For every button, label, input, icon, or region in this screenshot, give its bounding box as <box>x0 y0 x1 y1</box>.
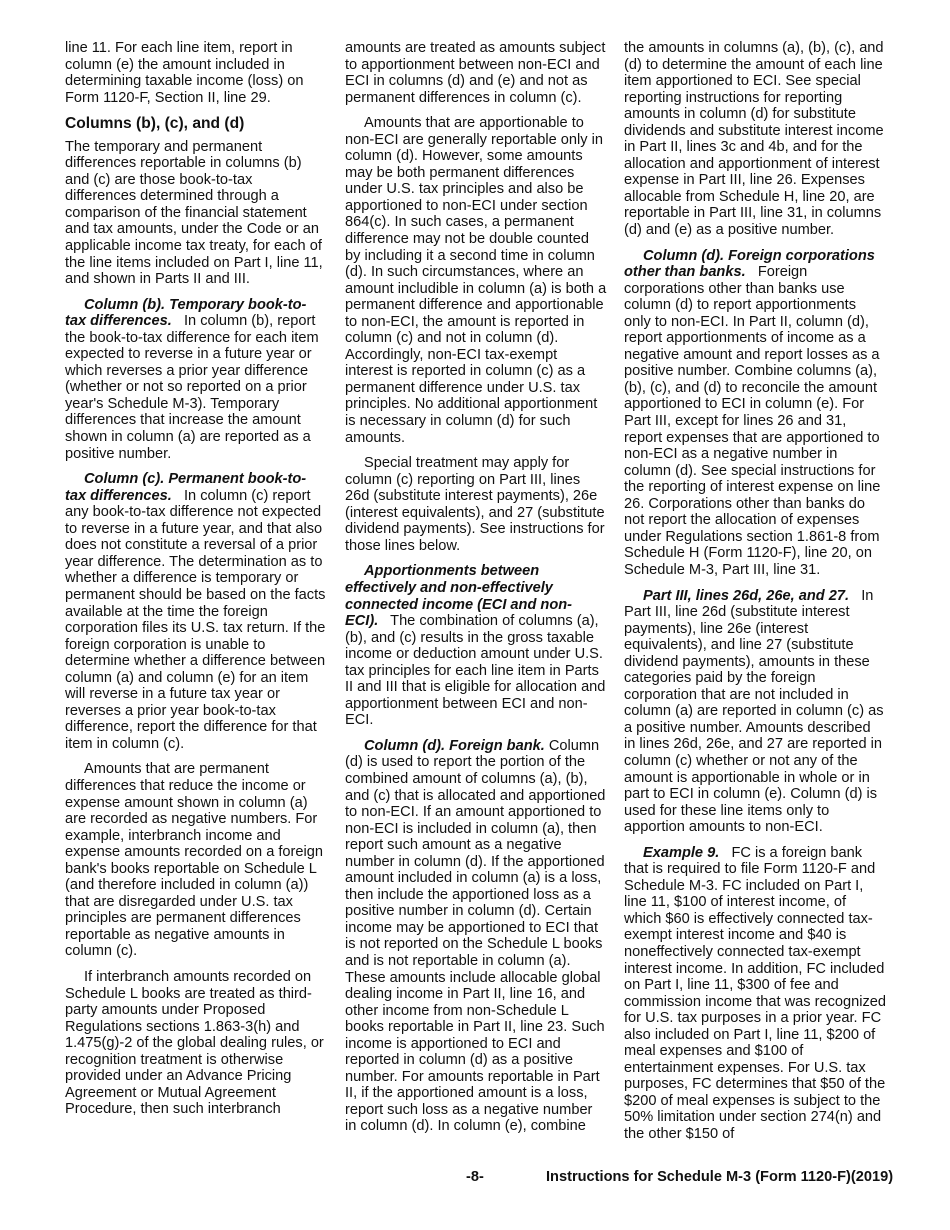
paragraph: The temporary and permanent differences reportable in columns (b) and (c) are those book-to-tax differences determined through a comparison of the financial statement and tax amounts, under the Code or an applicable income tax treaty, for each of the line items included on Part I, line 11, and shown in Parts II and III. <box>65 138 323 288</box>
paragraph: amounts are treated as amounts subject to apportionment between non-ECI and ECI in columns (d) and (e) and not as permanent differences in column (c). <box>345 40 606 106</box>
paragraph <box>65 297 327 462</box>
section-heading-columns-bcd: Columns (b), (c), and (d) <box>65 115 245 133</box>
run-in-heading-column-d-foreign-corporations: Column (d). Foreign corporations other than banks. <box>624 247 875 281</box>
page-number: -8- <box>466 1169 484 1185</box>
paragraph: Special treatment may apply for column (c) reporting on Part III, lines 26d (substitute interest payments), 26e (interest equivalents), and 27 (substitute dividend payments). See instructions for those lines below. <box>345 455 605 554</box>
paragraph <box>624 588 886 836</box>
paragraph: If interbranch amounts recorded on Schedule L books are treated as third-party amounts under Proposed Regulations sections 1.863-3(h) and 1.475(g)-2 of the global dealing rules, or recognition treatment is otherwise provided under an Advance Pricing Agreement or Mutual Agreement Procedure, then such interbranch <box>65 968 324 1118</box>
paragraph-text: FC is a foreign bank that is required to file Form 1120-F and Schedule M-3. FC included on Part I, line 11, $100 of interest income, of which $60 is effectively connected tax-exempt interest income and $40 is noneffectively connected tax-exempt interest income. In addition, FC included on Part I, line 11, $300 of fee and commission income that was recognized for U.S. tax purposes in a prior year. FC also included on Part I, line 11, $200 of meal expenses and $100 of entertainment expenses. For U.S. tax purposes, FC determines that $50 of the $200 of meal expenses is subject to the 50% limitation under section 274(n) and the other $150 of <box>624 844 886 1142</box>
paragraph-text: Column (d) is used to report the portion of the combined amount of columns (a), (b), and (c) that is allocated and apportioned to non-ECI. If an amount apportioned to non-ECI is included in column (a), then report such amount as a negative number in column (d). If the apportioned amount included in column (a) is a loss, then include the apportioned loss as a positive number in column (d). Certain income may be apportioned to ECI that is not reported on the Schedule L books and is not reportable in column (a). These amounts include allocable global dealing income in Part II, line 16, and other income from non-Schedule L books reportable in Part II, line 23. Such income is apportioned to ECI and reported in column (d) as a positive number. For amounts reportable in Part II, if the apportioned amount is a loss, report such loss as a negative number in column (d). In column (e), combine <box>345 737 606 1135</box>
paragraph: the amounts in columns (a), (b), (c), and (d) to determine the amount of each line item apportioned to ECI. See special reporting instructions for reporting amounts in column (d) for substitute dividends and substitute interest income in Part II, lines 3c and 4b, and for the allocation and apportionment of interest expense in Part III, line 26. Expenses allocable from Schedule H, line 20, are reportable in Part III, line 31, in columns (d) and (e) as a positive number. <box>624 40 884 239</box>
paragraph <box>345 563 607 728</box>
run-in-heading-column-c: Column (c). Permanent book-to-tax differences. <box>65 471 307 504</box>
paragraph <box>624 845 886 1143</box>
paragraph-text: In column (c) report any book-to-tax difference not expected to reverse in a future year, and that also does not constitute a reversal of a prior year difference. The determination as to whether a difference is temporary or permanent should be based on the facts available at the time the foreign corporation files its U.S. tax return. If the foreign corporation is unable to determine whether a difference between column (a) and column (e) for an item will reverse in a future tax year or reverses a prior year book-to-tax difference, report the difference for that item in column (c). <box>65 487 326 752</box>
paragraph: Amounts that are permanent differences that reduce the income or expense amount shown in column (a) are recorded as negative numbers. For example, interbranch income and expense amounts recorded on a foreign bank's books reportable on Schedule L (and therefore included in column (a)) that are disregarded under U.S. tax principles are permanent differences reportable as negative amounts in column (c). <box>65 761 323 960</box>
paragraph <box>65 471 327 752</box>
paragraph-text: Foreign corporations other than banks use column (d) to report apportionments only to non-ECI. In Part II, column (d), report apportionments of income as a negative amount and report losses as a positive number. Combine columns (a), (b), (c), and (d) to reconcile the amount apportioned to ECI in column (e). For Part III, except for lines 26 and 31, report expenses that are apportioned to non-ECI as a negative number in column (d). See special instructions for the reporting of interest expense on line 26. Corporations other than banks do not report the allocation of expenses under Regulations section 1.861-8 from Schedule H (Form 1120-F), line 20, on Schedule M-3, Part III, line 31. <box>624 264 881 578</box>
paragraph: line 11. For each line item, report in column (e) the amount included in determining taxable income (loss) on Form 1120-F, Section II, line 29. <box>65 40 304 106</box>
column-3 <box>624 40 886 1152</box>
run-in-heading-column-b: Column (b). Temporary book-to-tax differences. <box>65 296 307 330</box>
run-in-heading-part-iii-lines: Part III, lines 26d, 26e, and 27. <box>643 587 850 604</box>
run-in-heading-apportionments: Apportionments between effectively and non-effectively connected income (ECI and non-ECI). <box>345 563 573 630</box>
paragraph: Amounts that are apportionable to non-ECI are generally reportable only in column (d). However, some amounts may be both permanent differences under U.S. tax principles and also be apportioned to non-ECI under section 864(c). In such cases, a permanent difference may not be double counted by including it a second time in column (d). In such circumstances, where an amount includible in column (a) is both a permanent difference and apportionable to non-ECI, the amount is reported in column (c) and not in column (d). Accordingly, non-ECI tax-exempt interest is reported in column (c) as a permanent difference under U.S. tax principles. No additional apportionment is necessary in column (d) for such amounts. <box>345 115 607 446</box>
run-in-heading-example-9: Example 9. <box>643 844 720 861</box>
paragraph-text: The combination of columns (a), (b), and (c) results in the gross taxable income or deduction amount under U.S. tax principles for each line item in Parts II and III that is eligible for allocation and apportionment between ECI and non-ECI. <box>345 613 606 729</box>
column-1 <box>65 40 327 1127</box>
paragraph-text: In column (b), report the book-to-tax difference for each item expected to reverse in a future year or which reverses a prior year difference (whether or not so reported on a prior year's Schedule M-3). Temporary differences that increase the amount shown in column (a) are reported as a positive number. <box>65 313 319 462</box>
paragraph <box>624 248 886 579</box>
run-in-heading-column-d-foreign-bank: Column (d). Foreign bank. <box>364 737 545 754</box>
column-2 <box>345 40 607 1144</box>
paragraph-text: In Part III, line 26d (substitute interest payments), line 26e (interest equivalents), and line 27 (substitute dividend payments), amounts in these categories paid by the foreign corporation that are not included in column (a) are reported in column (c) as a positive number. Amounts described in lines 26d, 26e, and 27 are reported in column (c) whether or not any of the amount is apportionable in whole or in part to ECI in column (e). Column (d) is used for these line items only to apportion amounts to non-ECI. <box>624 587 884 836</box>
paragraph <box>345 738 607 1135</box>
document-title: Instructions for Schedule M-3 (Form 1120-F)(2019) <box>546 1169 894 1185</box>
